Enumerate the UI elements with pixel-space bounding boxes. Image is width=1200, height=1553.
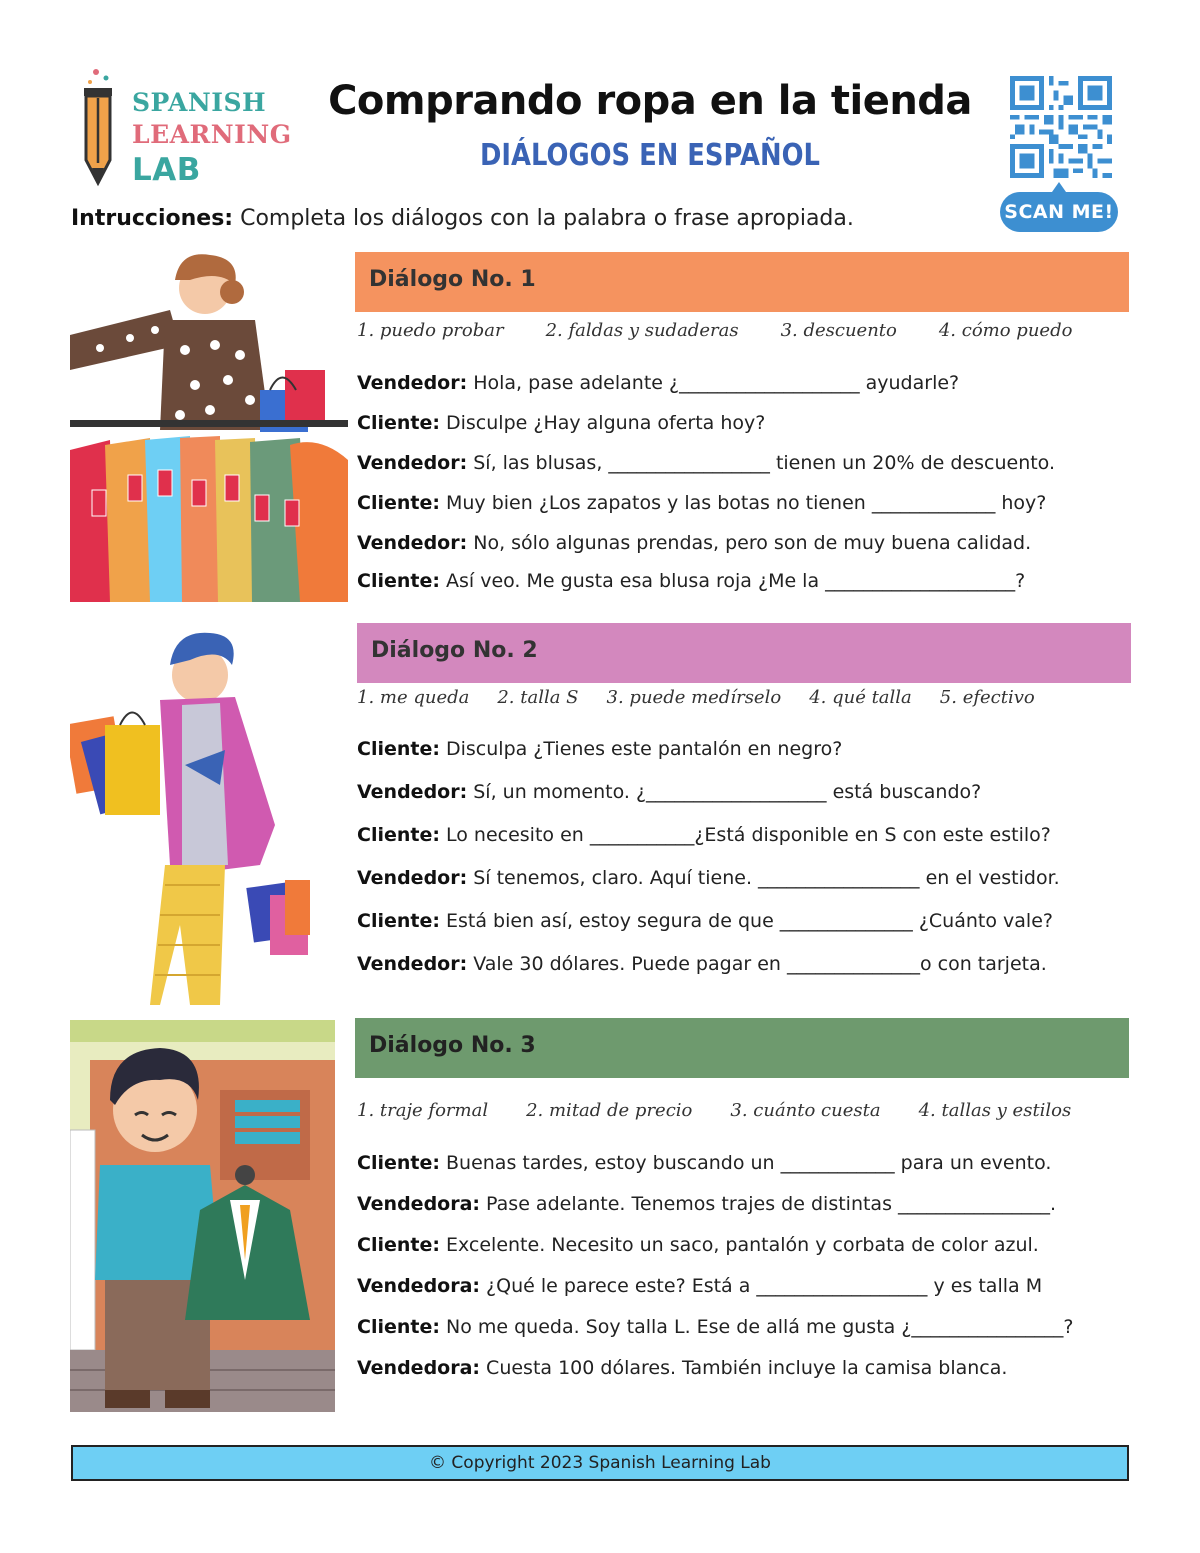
dialog1-option: 1. puedo probar — [357, 320, 504, 341]
speaker: Cliente: — [357, 492, 440, 514]
dialog3-line — [357, 1193, 1056, 1215]
dialog2-line — [357, 824, 1051, 846]
speaker: Cliente: — [357, 1152, 440, 1174]
dialog2-option: 4. qué talla — [809, 687, 912, 708]
line-text: Disculpe ¿Hay alguna oferta hoy? — [439, 412, 766, 434]
dialog1-option: 3. descuento — [780, 320, 897, 341]
dialog1-banner: Diálogo No. 1 — [355, 252, 1129, 312]
line-text: Cuesta 100 dólares. También incluye la camisa blanca. — [480, 1357, 1008, 1379]
page-subtitle: DIÁLOGOS EN ESPAÑOL — [480, 138, 820, 173]
dialog3-line — [357, 1234, 1039, 1256]
line-text: Está bien así, estoy segura de que ______________ ¿Cuánto vale? — [439, 910, 1053, 932]
pencil-logo-icon — [78, 68, 128, 190]
speaker: Vendedora: — [357, 1275, 481, 1297]
dialog1-line — [357, 492, 1046, 514]
dialog3-line — [357, 1316, 1074, 1338]
speaker: Vendedor: — [357, 532, 468, 554]
instructions-text: Completa los diálogos con la palabra o frase apropiada. — [233, 206, 854, 231]
dialog3-banner: Diálogo No. 3 — [355, 1018, 1129, 1078]
line-text: No me queda. Soy talla L. Ese de allá me gusta ¿________________? — [439, 1316, 1074, 1338]
page-title: Comprando ropa en la tienda — [328, 78, 972, 124]
dialog2-option: 2. talla S — [497, 687, 579, 708]
speaker: Vendedor: — [357, 452, 468, 474]
dialog2-option: 5. efectivo — [939, 687, 1035, 708]
line-text: Sí, las blusas, _________________ tienen un 20% de descuento. — [467, 452, 1056, 474]
dialog3-line — [357, 1357, 1007, 1379]
dialog2-line — [357, 867, 1060, 889]
dialog1-option: 2. faldas y sudaderas — [545, 320, 739, 341]
dialog2-line — [357, 953, 1047, 975]
footer-copyright: © Copyright 2023 Spanish Learning Lab — [71, 1445, 1129, 1481]
dialog3-line — [357, 1275, 1042, 1297]
man-with-bags-illustration — [70, 625, 310, 1005]
line-text: Disculpa ¿Tienes este pantalón en negro? — [439, 738, 843, 760]
dialog3-line — [357, 1152, 1051, 1174]
dialog1-line — [357, 412, 765, 434]
speaker: Vendedora: — [357, 1193, 481, 1215]
dialog2-option: 1. me queda — [357, 687, 470, 708]
line-text: Lo necesito en ___________¿Está disponible en S con este estilo? — [439, 824, 1051, 846]
instructions-label: Intrucciones: — [71, 206, 234, 231]
line-text: Muy bien ¿Los zapatos y las botas no tienen _____________ hoy? — [439, 492, 1047, 514]
line-text: ¿Qué le parece este? Está a __________________ y es talla M — [480, 1275, 1043, 1297]
dialog3-option: 3. cuánto cuesta — [730, 1100, 881, 1121]
instructions — [71, 206, 854, 231]
line-text: Sí, un momento. ¿___________________ está buscando? — [467, 781, 982, 803]
speaker: Cliente: — [357, 910, 440, 932]
speaker: Cliente: — [357, 1316, 440, 1338]
dialog3-option: 2. mitad de precio — [526, 1100, 693, 1121]
speaker: Vendedora: — [357, 1357, 481, 1379]
dialog1-line — [357, 570, 1025, 592]
line-text: No, sólo algunas prendas, pero son de muy buena calidad. — [467, 532, 1032, 554]
line-text: Buenas tardes, estoy buscando un ____________ para un evento. — [439, 1152, 1052, 1174]
line-text: Pase adelante. Tenemos trajes de distintas ________________. — [480, 1193, 1057, 1215]
dialog2-word-bank — [357, 687, 1063, 708]
dialog1-line — [357, 372, 959, 394]
dialog1-option: 4. cómo puedo — [938, 320, 1073, 341]
logo-text-learning: LEARNING — [132, 120, 292, 149]
man-in-store-illustration — [70, 1020, 335, 1412]
line-text: Así veo. Me gusta esa blusa roja ¿Me la ____________________? — [439, 570, 1026, 592]
qr-code-icon[interactable] — [1010, 76, 1112, 178]
line-text: Sí tenemos, claro. Aquí tiene. _________________ en el vestidor. — [467, 867, 1060, 889]
dialog1-line — [357, 452, 1055, 474]
brand-logo — [78, 68, 298, 190]
speaker: Cliente: — [357, 570, 440, 592]
dialog1-line — [357, 532, 1031, 554]
line-text: Excelente. Necesito un saco, pantalón y corbata de color azul. — [439, 1234, 1039, 1256]
speaker: Vendedor: — [357, 781, 468, 803]
dialog3-option: 4. tallas y estilos — [918, 1100, 1072, 1121]
scan-me-button[interactable]: SCAN ME! — [1000, 192, 1118, 232]
speaker: Vendedor: — [357, 372, 468, 394]
speaker: Cliente: — [357, 1234, 440, 1256]
line-text: Hola, pase adelante ¿___________________ ayudarle? — [467, 372, 960, 394]
dialog2-line — [357, 781, 981, 803]
dialog2-option: 3. puede medírselo — [606, 687, 782, 708]
logo-text-spanish: SPANISH — [132, 88, 267, 117]
speaker: Vendedor: — [357, 867, 468, 889]
dialog2-banner: Diálogo No. 2 — [357, 623, 1131, 683]
speaker: Vendedor: — [357, 953, 468, 975]
dialog1-word-bank — [357, 320, 1114, 341]
dialog2-line — [357, 910, 1053, 932]
woman-shopping-illustration — [70, 250, 348, 602]
dialog3-word-bank — [357, 1100, 1109, 1121]
speaker: Cliente: — [357, 824, 440, 846]
dialog3-option: 1. traje formal — [357, 1100, 489, 1121]
speaker: Cliente: — [357, 738, 440, 760]
dialog2-line — [357, 738, 842, 760]
logo-text-lab: LAB — [132, 152, 201, 188]
line-text: Vale 30 dólares. Puede pagar en ______________o con tarjeta. — [467, 953, 1047, 975]
speaker: Cliente: — [357, 412, 440, 434]
